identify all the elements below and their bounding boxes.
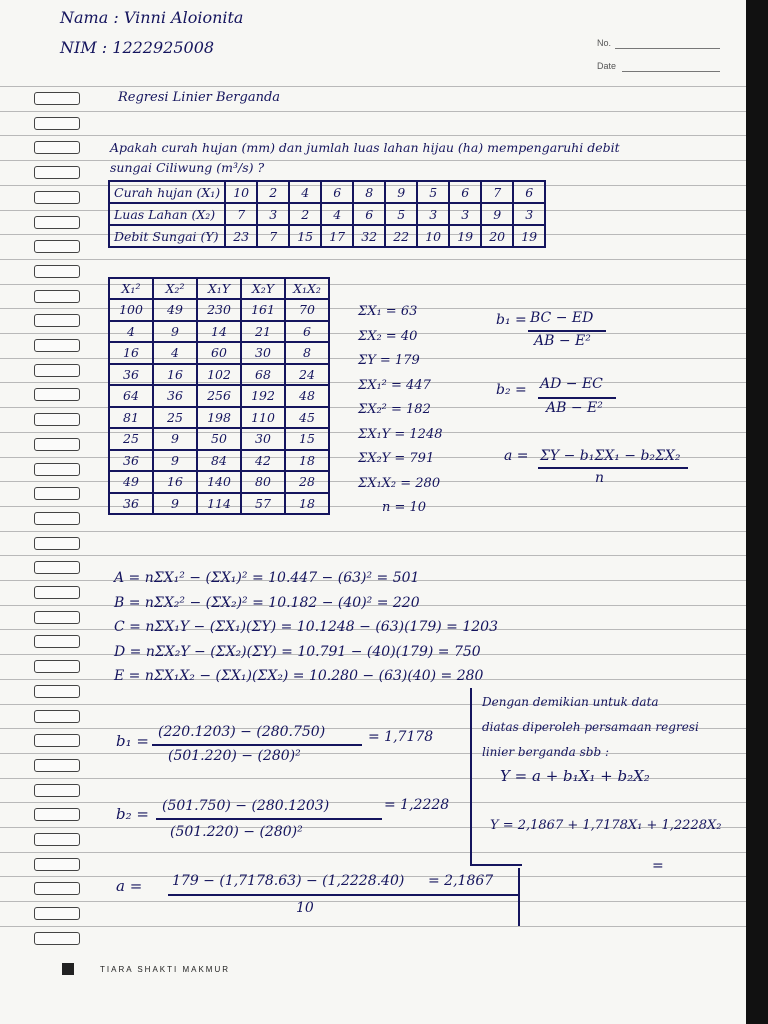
binding-ring (34, 537, 80, 550)
binding-ring (34, 290, 80, 303)
conclusion-box-bottom-edge (470, 864, 522, 866)
conclusion-box-left-edge (470, 688, 472, 866)
data-table-row (109, 203, 545, 225)
binding-ring (34, 438, 80, 451)
calc-table-cell: 21 (241, 321, 285, 343)
data-table-cell: 32 (353, 225, 385, 247)
calc-table-row (109, 450, 329, 472)
data-table-cell: 4 (321, 203, 353, 225)
calc-table-cell: 28 (285, 471, 329, 493)
data-table-cell: 6 (321, 181, 353, 203)
binding-ring (34, 166, 80, 179)
sum-item: ΣX₁X₂ = 280 (358, 476, 441, 491)
data-table-cell: 22 (385, 225, 417, 247)
ruled-line (0, 753, 748, 754)
student-name: Nama : Vinni Aloionita (60, 8, 244, 27)
data-table-row (109, 225, 545, 247)
data-table-row-label: Luas Lahan (X₂) (109, 203, 225, 225)
data-table-cell: 20 (481, 225, 513, 247)
binding-ring (34, 216, 80, 229)
calc-table-cell: 9 (153, 450, 197, 472)
calc-table-cell: 42 (241, 450, 285, 472)
binding-ring (34, 734, 80, 747)
ruled-line (0, 926, 748, 927)
calc-table-cell: 4 (153, 342, 197, 364)
calc-table-cell: 14 (197, 321, 241, 343)
calc-table-cell: 30 (241, 342, 285, 364)
a-calc-numerator: 179 − (1,7178.63) − (1,2228.40) (172, 873, 405, 889)
b1-formula-label: b₁ = (496, 312, 527, 328)
b1-formula-numerator: BC − ED (530, 310, 594, 326)
student-nim: NIM : 1222925008 (60, 38, 215, 57)
calc-table-row (109, 299, 329, 321)
data-table-cell: 2 (257, 181, 289, 203)
conclusion-line-3: linier berganda sbb : (482, 745, 610, 759)
b2-calc-result: = 1,2228 (384, 797, 450, 813)
binding-ring (34, 932, 80, 945)
data-table-cell: 4 (289, 181, 321, 203)
calc-table-cell: 36 (109, 493, 153, 515)
calc-table-cell: 4 (109, 321, 153, 343)
ruled-line (0, 555, 748, 556)
binding-ring (34, 339, 80, 352)
calc-table-cell: 70 (285, 299, 329, 321)
binding-ring (34, 487, 80, 500)
equation-line: E = nΣX₁X₂ − (ΣX₁)(ΣX₂) = 10.280 − (63)(40) = 280 (114, 668, 484, 684)
calc-table-cell: 68 (241, 364, 285, 386)
ruled-line (0, 802, 748, 803)
binding-ring (34, 364, 80, 377)
b1-calc-denominator: (501.220) − (280)² (168, 748, 301, 764)
data-table-cell: 6 (353, 203, 385, 225)
calc-table-cell: 16 (153, 471, 197, 493)
a-calc-fraction-bar (168, 894, 520, 896)
b1-formula-fraction-bar (528, 330, 606, 332)
calc-table-header: X₂² (153, 278, 197, 299)
binding-ring (34, 314, 80, 327)
ruled-line (0, 259, 748, 260)
check-mark: = (652, 858, 664, 874)
calc-table-header: X₁X₂ (285, 278, 329, 299)
b2-calc-label: b₂ = (116, 805, 149, 823)
ruled-line (0, 531, 748, 532)
data-table-cell: 2 (289, 203, 321, 225)
a-calc-denominator: 10 (296, 900, 314, 916)
binding-ring (34, 265, 80, 278)
b2-formula-label: b₂ = (496, 382, 527, 398)
b1-calc-label: b₁ = (116, 732, 149, 750)
calc-table-cell: 100 (109, 299, 153, 321)
binding-ring (34, 882, 80, 895)
calc-table-cell: 230 (197, 299, 241, 321)
conclusion-line-2: diatas diperoleh persamaan regresi (482, 720, 699, 734)
data-table-cell: 9 (385, 181, 417, 203)
ruled-line (0, 135, 748, 136)
calc-table-cell: 64 (109, 385, 153, 407)
calc-table-row (109, 342, 329, 364)
calc-table-cell: 30 (241, 428, 285, 450)
calc-table-cell: 161 (241, 299, 285, 321)
binding-ring (34, 685, 80, 698)
calc-table-header: X₁² (109, 278, 153, 299)
calc-table-cell: 25 (153, 407, 197, 429)
sum-item: ΣY = 179 (358, 353, 420, 368)
data-table-cell: 19 (449, 225, 481, 247)
data-table-row-label: Curah hujan (X₁) (109, 181, 225, 203)
calc-table-cell: 49 (109, 471, 153, 493)
calc-table-cell: 81 (109, 407, 153, 429)
a-formula-numerator: ΣY − b₁ΣX₁ − b₂ΣX₂ (540, 448, 681, 464)
calc-table-header: X₂Y (241, 278, 285, 299)
calc-table-cell: 84 (197, 450, 241, 472)
calc-table-cell: 36 (109, 450, 153, 472)
equation-line: A = nΣX₁² − (ΣX₁)² = 10.447 − (63)² = 501 (114, 570, 420, 586)
calc-table-row (109, 407, 329, 429)
a-calc-result: = 2,1867 (428, 873, 494, 889)
data-table-cell: 8 (353, 181, 385, 203)
data-table-cell: 3 (449, 203, 481, 225)
sum-item: ΣX₁Y = 1248 (358, 427, 443, 442)
calc-table-cell: 256 (197, 385, 241, 407)
data-table-cell: 19 (513, 225, 545, 247)
calc-table-row (109, 471, 329, 493)
question-line-2: sungai Ciliwung (m³/s) ? (110, 160, 265, 175)
data-table-cell: 5 (417, 181, 449, 203)
calc-table-cell: 57 (241, 493, 285, 515)
binding-ring (34, 784, 80, 797)
sum-item: ΣX₂² = 182 (358, 402, 431, 417)
b2-formula-fraction-bar (538, 397, 616, 399)
b1-calc-fraction-bar (152, 744, 362, 746)
ruled-line (0, 86, 748, 87)
binding-ring (34, 808, 80, 821)
data-table-cell: 3 (257, 203, 289, 225)
calc-table-cell: 198 (197, 407, 241, 429)
data-table-cell: 23 (225, 225, 257, 247)
question-line-1: Apakah curah hujan (mm) dan jumlah luas lahan hijau (ha) mempengaruhi debit (110, 140, 620, 155)
binding-ring (34, 561, 80, 574)
sum-item: ΣX₁ = 63 (358, 304, 418, 319)
calc-table-cell: 192 (241, 385, 285, 407)
binding-ring (34, 92, 80, 105)
ruled-line (0, 852, 748, 853)
sum-item: n = 10 (382, 500, 427, 515)
calc-table-cell: 9 (153, 428, 197, 450)
binding-ring (34, 710, 80, 723)
calc-table-cell: 110 (241, 407, 285, 429)
ruled-line (0, 111, 748, 112)
data-table-cell: 5 (385, 203, 417, 225)
binding-ring (34, 191, 80, 204)
data-table-cell: 7 (257, 225, 289, 247)
calc-table-cell: 25 (109, 428, 153, 450)
data-table-cell: 9 (481, 203, 513, 225)
calc-table-cell: 50 (197, 428, 241, 450)
data-table-cell: 7 (225, 203, 257, 225)
data-table-cell: 17 (321, 225, 353, 247)
data-table (108, 180, 546, 248)
calc-table-cell: 9 (153, 493, 197, 515)
a-formula-denominator: n (595, 470, 605, 486)
calc-table-cell: 45 (285, 407, 329, 429)
calc-table-cell: 15 (285, 428, 329, 450)
b1-calc-result: = 1,7178 (368, 729, 434, 745)
binding-ring (34, 240, 80, 253)
binding-ring (34, 611, 80, 624)
calc-table-cell: 140 (197, 471, 241, 493)
sum-item: ΣX₂Y = 791 (358, 451, 435, 466)
calc-table-cell: 48 (285, 385, 329, 407)
calc-table-row (109, 364, 329, 386)
equation-line: D = nΣX₂Y − (ΣX₂)(ΣY) = 10.791 − (40)(179) = 750 (114, 644, 481, 660)
b1-formula-denominator: AB − E² (534, 333, 591, 349)
calc-table-cell: 114 (197, 493, 241, 515)
binding-ring (34, 858, 80, 871)
calc-table (108, 277, 330, 515)
binding-ring (34, 833, 80, 846)
binding-ring (34, 660, 80, 673)
calc-table-cell: 24 (285, 364, 329, 386)
b2-formula-denominator: AB − E² (546, 400, 603, 416)
binding-ring (34, 512, 80, 525)
sum-item: ΣX₁² = 447 (358, 378, 431, 393)
binding-ring (34, 117, 80, 130)
calc-table-cell: 18 (285, 493, 329, 515)
calc-table-row (109, 321, 329, 343)
calc-table-cell: 36 (153, 385, 197, 407)
calc-table-header-row (109, 278, 329, 299)
b1-calc-numerator: (220.1203) − (280.750) (158, 724, 326, 740)
data-table-cell: 10 (225, 181, 257, 203)
calc-table-cell: 36 (109, 364, 153, 386)
calc-table-cell: 16 (153, 364, 197, 386)
calc-table-header: X₁Y (197, 278, 241, 299)
calc-table-cell: 6 (285, 321, 329, 343)
binding-ring (34, 413, 80, 426)
date-label: Date (597, 61, 617, 71)
calc-table-row (109, 493, 329, 515)
brand-footer: TIARA SHAKTI MAKMUR (100, 965, 231, 974)
conclusion-line-1: Dengan demikian untuk data (482, 695, 659, 709)
ruled-line (0, 901, 748, 902)
data-table-cell: 3 (513, 203, 545, 225)
data-table-row-label: Debit Sungai (Y) (109, 225, 225, 247)
binding-ring (34, 759, 80, 772)
date-line (622, 71, 720, 72)
a-calc-label: a = (116, 877, 143, 895)
page-title: Regresi Linier Berganda (118, 90, 281, 105)
calc-table-cell: 16 (109, 342, 153, 364)
final-equation: Y = 2,1867 + 1,7178X₁ + 1,2228X₂ (490, 818, 722, 833)
binding-ring (34, 635, 80, 648)
data-table-cell: 3 (417, 203, 449, 225)
b2-calc-fraction-bar (156, 818, 382, 820)
equation-line: B = nΣX₂² − (ΣX₂)² = 10.182 − (40)² = 220 (114, 595, 420, 611)
no-label: No. (597, 38, 612, 48)
calc-table-cell: 60 (197, 342, 241, 364)
no-line (615, 48, 720, 49)
a-formula-label: a = (504, 448, 529, 464)
binding-ring (34, 388, 80, 401)
data-table-cell: 7 (481, 181, 513, 203)
binding-ring (34, 141, 80, 154)
a-formula-fraction-bar (538, 467, 688, 469)
brand-logo-icon (62, 963, 74, 975)
calc-table-cell: 18 (285, 450, 329, 472)
binding-ring (34, 586, 80, 599)
calc-table-cell: 102 (197, 364, 241, 386)
binding-ring (34, 907, 80, 920)
equation-line: C = nΣX₁Y − (ΣX₁)(ΣY) = 10.1248 − (63)(179) = 1203 (114, 619, 498, 635)
data-table-cell: 10 (417, 225, 449, 247)
calc-table-row (109, 428, 329, 450)
data-table-cell: 6 (513, 181, 545, 203)
calc-table-row (109, 385, 329, 407)
data-table-cell: 6 (449, 181, 481, 203)
page-edge (746, 0, 768, 1024)
binding-ring (34, 463, 80, 476)
b2-formula-numerator: AD − EC (540, 376, 603, 392)
b2-calc-numerator: (501.750) − (280.1203) (162, 798, 330, 814)
a-calc-box-edge (518, 868, 520, 926)
data-table-cell: 15 (289, 225, 321, 247)
data-table-row (109, 181, 545, 203)
general-equation: Y = a + b₁X₁ + b₂X₂ (500, 767, 650, 785)
calc-table-cell: 80 (241, 471, 285, 493)
sum-item: ΣX₂ = 40 (358, 329, 418, 344)
calc-table-cell: 8 (285, 342, 329, 364)
calc-table-cell: 9 (153, 321, 197, 343)
b2-calc-denominator: (501.220) − (280)² (170, 824, 303, 840)
calc-table-cell: 49 (153, 299, 197, 321)
